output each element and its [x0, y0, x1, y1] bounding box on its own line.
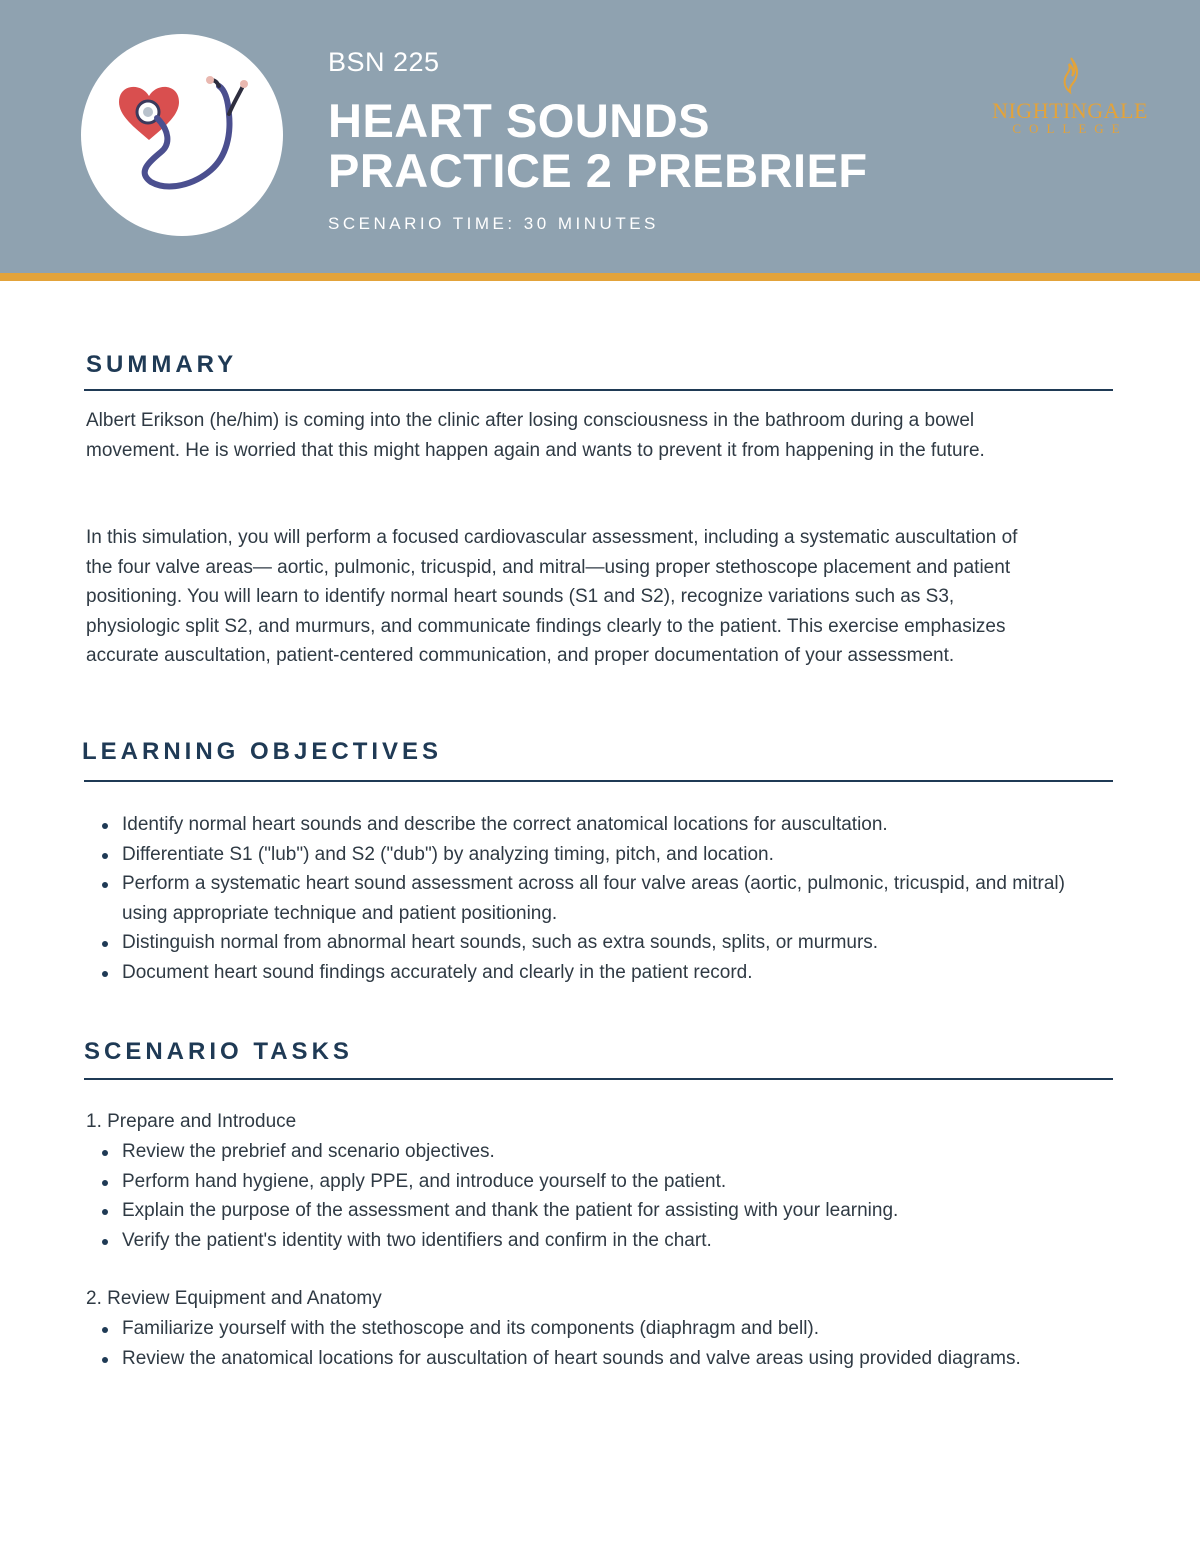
list-item: Identify normal heart sounds and describe the correct anatomical locations for auscultation.	[86, 810, 1086, 840]
list-item: Differentiate S1 ("lub") and S2 ("dub") by analyzing timing, pitch, and location.	[86, 840, 1086, 870]
college-logo	[985, 56, 1155, 146]
college-subtitle: COLLEGE	[1012, 121, 1128, 136]
task-group-list-1	[86, 1137, 1086, 1255]
list-item: Perform hand hygiene, apply PPE, and introduce yourself to the patient.	[86, 1167, 1086, 1197]
list-item: Explain the purpose of the assessment and thank the patient for assisting with your learning.	[86, 1196, 1086, 1226]
objectives-list	[86, 810, 1086, 987]
task-group-list-2	[86, 1314, 1046, 1373]
list-item: Distinguish normal from abnormal heart sounds, such as extra sounds, splits, or murmurs.	[86, 928, 1086, 958]
stethoscope-heart-icon	[111, 74, 256, 199]
list-item: Review the anatomical locations for auscultation of heart sounds and valve areas using provided diagrams.	[86, 1344, 1046, 1374]
list-item: Perform a systematic heart sound assessment across all four valve areas (aortic, pulmonic, tricuspid, and mitral) using appropriate technique and patient positioning.	[86, 869, 1086, 928]
accent-stripe	[0, 273, 1200, 281]
stethoscope-badge	[81, 34, 283, 236]
scenario-time: SCENARIO TIME: 30 MINUTES	[328, 214, 659, 233]
summary-paragraph-1: Albert Erikson (he/him) is coming into the clinic after losing consciousness in the bathroom during a bowel movement. He is worried that this might happen again and wants to prevent it from happening in the future.	[86, 410, 985, 461]
flame-icon	[1057, 56, 1083, 96]
summary-divider	[84, 389, 1113, 391]
list-item: Review the prebrief and scenario objectives.	[86, 1137, 1086, 1167]
tasks-heading: SCENARIO TASKS	[84, 1038, 353, 1065]
list-item: Verify the patient's identity with two identifiers and confirm in the chart.	[86, 1226, 1086, 1256]
page-title	[328, 96, 868, 196]
college-name: NIGHTINGALE	[992, 98, 1148, 123]
list-item: Document heart sound findings accurately and clearly in the patient record.	[86, 958, 1086, 988]
header-banner	[0, 0, 1200, 273]
list-item: Familiarize yourself with the stethoscope and its components (diaphragm and bell).	[86, 1314, 1046, 1344]
summary-heading: SUMMARY	[86, 351, 238, 378]
title-line-1: HEART SOUNDS	[328, 94, 711, 147]
tasks-divider	[84, 1078, 1113, 1080]
course-code: BSN 225	[328, 47, 440, 77]
task-group-title-1: 1. Prepare and Introduce	[86, 1111, 297, 1132]
objectives-divider	[84, 780, 1113, 782]
task-group-title-2: 2. Review Equipment and Anatomy	[86, 1288, 382, 1309]
summary-paragraph-2: In this simulation, you will perform a focused cardiovascular assessment, including a systematic auscultation of the four valve areas— aortic, pulmonic, tricuspid, and mitral—using proper stethoscope placement and patient positioning. You will learn to identify normal heart sounds (S1 and S2), recognize variations such as S3, physiologic split S2, and murmurs, and communicate findings clearly to the patient. This exercise emphasizes accurate auscultation, patient-centered communication, and proper documentation of your assessment.	[86, 527, 1018, 666]
objectives-heading: LEARNING OBJECTIVES	[82, 738, 443, 765]
title-line-2: PRACTICE 2 PREBRIEF	[328, 144, 868, 197]
